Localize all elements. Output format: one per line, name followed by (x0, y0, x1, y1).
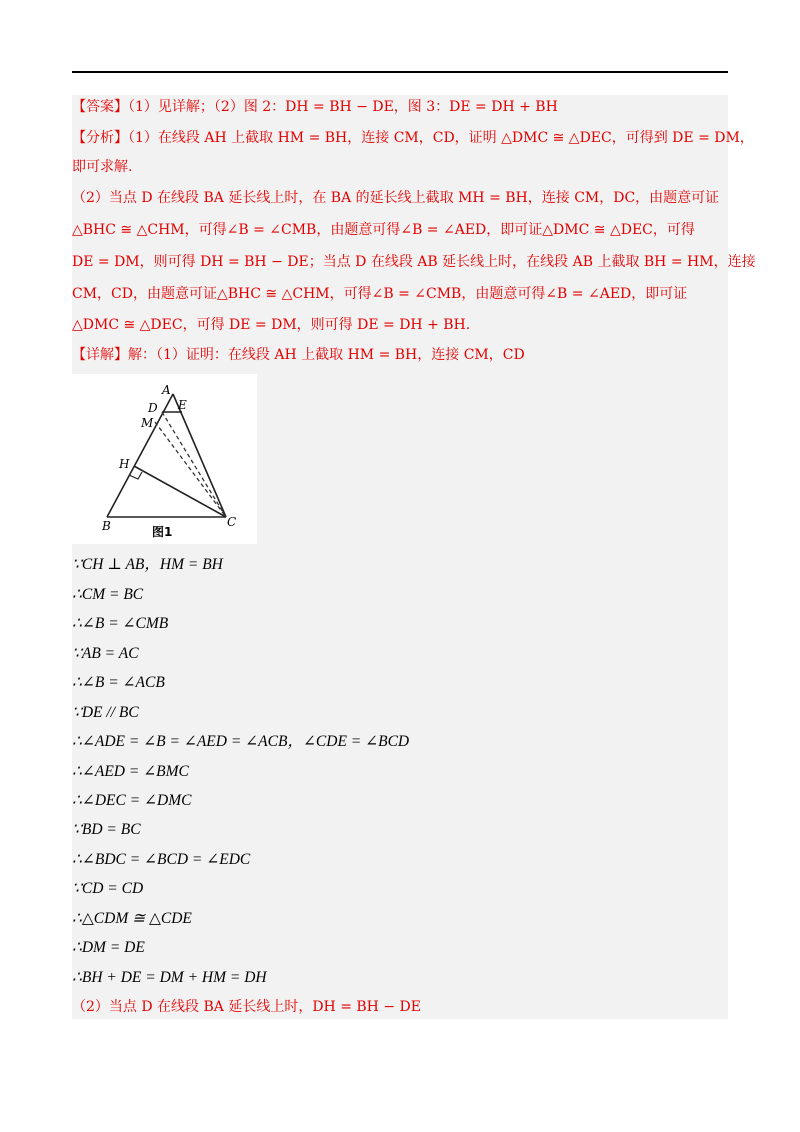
proof-step: ∴∠DEC = ∠DMC (72, 792, 192, 809)
detail-intro: 解：（1）证明：在线段 AH 上截取 HM = BH，连接 CM，CD (128, 347, 525, 363)
proof-step: ∴∠ADE = ∠B = ∠AED = ∠ACB，∠CDE = ∠BCD (72, 733, 410, 750)
answer-tag: 【答案】 (72, 99, 128, 115)
label-h: H (119, 457, 130, 471)
geometry-figure (72, 374, 257, 544)
proof-step: ∴∠BDC = ∠BCD = ∠EDC (72, 851, 251, 868)
proof-step: ∵AB = AC (72, 645, 139, 662)
label-a: A (162, 383, 171, 397)
proof-step: ∵CD = CD (72, 880, 144, 897)
label-m: M (141, 416, 154, 430)
header-rule (72, 71, 728, 73)
proof-step: ∴∠B = ∠ACB (72, 674, 165, 691)
proof-step: ∴△CDM ≅ △CDE (72, 910, 192, 927)
label-e: E (178, 398, 187, 412)
analysis-tag: 【分析】 (72, 130, 128, 146)
proof-step: ∴BH + DE = DM + HM = DH (72, 969, 267, 986)
proof-step: ∴CM = BC (72, 586, 144, 603)
triangle-diagram (72, 374, 257, 544)
detail-tag: 【详解】 (72, 347, 128, 363)
figure-caption: 图1 (152, 525, 173, 539)
proof-step: ∴∠B = ∠CMB (72, 615, 169, 632)
label-b: B (102, 519, 111, 533)
label-d: D (148, 401, 158, 415)
analysis-line-6: CM，CD，由题意可证△BHC ≅ △CHM，可得∠B = ∠CMB，由题意可得∠B = ∠AED，即可证 (72, 286, 688, 302)
answer-line (72, 96, 558, 118)
analysis-line-2: 即可求解. (72, 159, 133, 175)
proof-step: ∵CH ⊥ AB，HM = BH (72, 556, 223, 573)
analysis-line-7: △DMC ≅ △DEC，可得 DE = DM，则可得 DE = DH + BH. (72, 317, 471, 333)
proof-step: ∴∠AED = ∠BMC (72, 763, 189, 780)
answer-text: （1）见详解；（2）图 2：DH = BH − DE，图 3：DE = DH + BH (128, 99, 558, 115)
dashed-dc (162, 412, 226, 517)
part-two-line: （2）当点 D 在线段 BA 延长线上时，DH = BH − DE (72, 999, 421, 1015)
analysis-line-4: △BHC ≅ △CHM，可得∠B = ∠CMB，由题意可得∠B = ∠AED，即可证△DMC ≅ △DEC，可得 (72, 222, 695, 238)
detail-line (72, 344, 525, 366)
analysis-line-5: DE = DM，则可得 DH = BH − DE；当点 D 在线段 AB 延长线上时，在线段 AB 上截取 BH = HM，连接 (72, 254, 756, 270)
analysis-line-3: （2）当点 D 在线段 BA 延长线上时，在 BA 的延长线上截取 MH = BH，连接 CM，DC，由题意可证 (72, 190, 720, 206)
analysis-line-1 (72, 127, 754, 149)
proof-step: ∴DM = DE (72, 939, 145, 956)
segment-ch (134, 466, 226, 517)
analysis-text: （1）在线段 AH 上截取 HM = BH，连接 CM，CD，证明 △DMC ≅ △DEC，可得到 DE = DM， (128, 130, 754, 146)
proof-step: ∵DE // BC (72, 704, 139, 721)
proof-step: ∵BD = BC (72, 821, 141, 838)
label-c: C (227, 515, 237, 529)
